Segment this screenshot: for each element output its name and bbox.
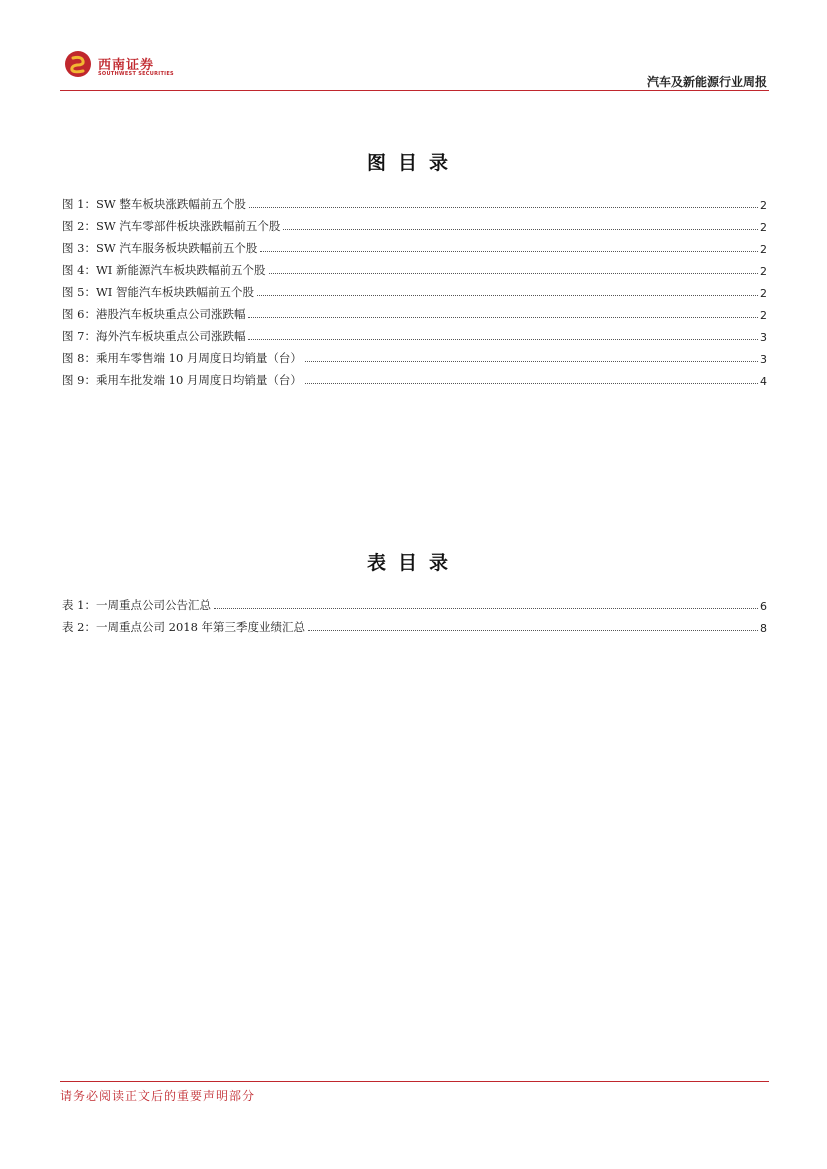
toc-entry[interactable] [62,212,767,234]
toc-dot-leader [248,317,758,318]
toc-dot-leader [257,295,758,296]
toc-entry[interactable] [62,278,767,300]
toc-dot-leader [248,339,758,340]
toc-dot-leader [249,207,758,208]
toc-entry-label: 表 2：一周重点公司 2018 年第三季度业绩汇总 [62,620,306,634]
toc-entry[interactable] [62,256,767,278]
figures-toc-list [62,190,767,388]
company-logo [60,50,180,84]
page-header [0,0,827,95]
toc-entry-label: 图 8：乘用车零售端 10 月周度日均销量（台） [62,351,302,365]
footer-disclaimer: 请务必阅读正文后的重要声明部分 [60,1089,256,1103]
toc-dot-leader [260,251,758,252]
toc-entry-page: 3 [760,331,767,344]
toc-entry-label: 图 5：WI 智能汽车板块跌幅前五个股 [62,285,254,299]
toc-entry-page: 2 [760,287,767,300]
toc-entry-label: 图 9：乘用车批发端 10 月周度日均销量（台） [62,373,302,387]
toc-entry-label: 表 1：一周重点公司公告汇总 [62,598,211,612]
toc-entry-page: 3 [760,353,767,366]
toc-entry-page: 2 [760,265,767,278]
toc-entry-page: 4 [760,375,767,388]
toc-entry[interactable] [62,322,767,344]
toc-entry[interactable] [62,613,767,635]
footer-divider [60,1081,769,1082]
toc-dot-leader [214,608,758,609]
toc-entry-page: 2 [760,221,767,234]
toc-entry[interactable] [62,344,767,366]
toc-entry-label: 图 6：港股汽车板块重点公司涨跌幅 [62,307,246,321]
toc-entry[interactable] [62,190,767,212]
report-title: 汽车及新能源行业周报 [646,75,767,89]
figures-toc-title: 图目录 [366,152,460,174]
logo-emblem-icon [64,50,92,78]
tables-toc-list [62,591,767,635]
toc-entry-label: 图 4：WI 新能源汽车板块跌幅前五个股 [62,263,266,277]
logo-text-cn: 西南证券 [98,58,155,73]
toc-entry[interactable] [62,300,767,322]
toc-entry-label: 图 2：SW 汽车零部件板块涨跌幅前五个股 [62,219,281,233]
toc-dot-leader [305,383,758,384]
toc-entry[interactable] [62,234,767,256]
tables-toc-title: 表目录 [366,552,460,574]
logo-text-en: SOUTHWEST SECURITIES [98,71,174,77]
toc-dot-leader [283,229,758,230]
toc-entry-page: 6 [760,600,767,613]
toc-dot-leader [305,361,758,362]
toc-entry-label: 图 7：海外汽车板块重点公司涨跌幅 [62,329,246,343]
header-divider [60,90,769,91]
toc-entry-page: 2 [760,199,767,212]
toc-entry[interactable] [62,591,767,613]
toc-dot-leader [308,630,758,631]
toc-entry-page: 8 [760,622,767,635]
toc-entry-page: 2 [760,309,767,322]
toc-entry-label: 图 3：SW 汽车服务板块跌幅前五个股 [62,241,258,255]
toc-entry[interactable] [62,366,767,388]
toc-entry-page: 2 [760,243,767,256]
toc-entry-label: 图 1：SW 整车板块涨跌幅前五个股 [62,197,246,211]
toc-dot-leader [269,273,759,274]
